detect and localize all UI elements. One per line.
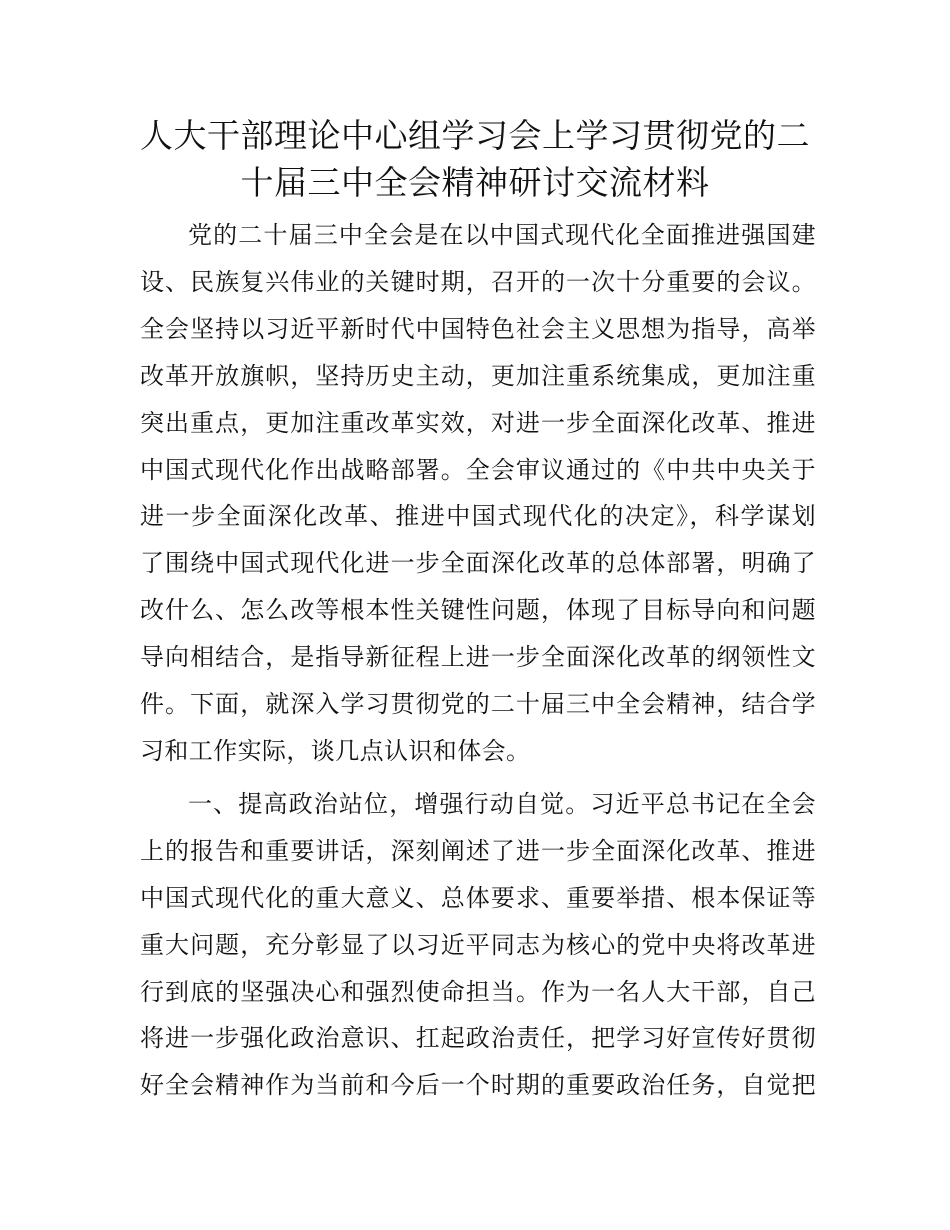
paragraph-line: 件。下面，就深入学习贯彻党的二十届三中全会精神，结合学 — [140, 690, 816, 719]
document-title — [120, 112, 830, 206]
paragraph-line: 习和工作实际，谈几点认识和体会。 — [140, 736, 531, 765]
paragraph-line: 改革开放旗帜，坚持历史主动，更加注重系统集成，更加注重 — [140, 361, 816, 390]
paragraph-line: 全会坚持以习近平新时代中国特色社会主义思想为指导，高举 — [140, 314, 816, 343]
paragraph-section-1 — [140, 781, 816, 1109]
paragraph-line: 改什么、怎么改等根本性关键性问题，体现了目标导向和问题 — [140, 596, 816, 625]
paragraph-line: 设、民族复兴伟业的关键时期，召开的一次十分重要的会议。 — [140, 267, 816, 296]
title-line-2: 十届三中全会精神研讨交流材料 — [240, 163, 710, 202]
paragraph-line: 中国式现代化的重大意义、总体要求、重要举措、根本保证等 — [140, 883, 816, 912]
paragraph-line: 好全会精神作为当前和今后一个时期的重要政治任务，自觉把 — [140, 1071, 816, 1100]
paragraph-line: 进一步全面深化改革、推进中国式现代化的决定》，科学谋划 — [140, 502, 816, 531]
paragraph-line: 突出重点，更加注重改革实效，对进一步全面深化改革、推进 — [140, 408, 816, 437]
paragraph-line: 了围绕中国式现代化进一步全面深化改革的总体部署，明确了 — [140, 549, 816, 578]
paragraph-line: 党的二十届三中全会是在以中国式现代化全面推进强国建 — [188, 221, 816, 249]
document-body — [140, 212, 816, 1109]
paragraph-line: 导向相结合，是指导新征程上进一步全面深化改革的纲领性文 — [140, 643, 816, 672]
paragraph-line: 行到底的坚强决心和强烈使命担当。作为一名人大干部，自己 — [140, 977, 816, 1006]
paragraph-line: 重大问题，充分彰显了以习近平同志为核心的党中央将改革进 — [140, 930, 816, 959]
paragraph-line: 中国式现代化作出战略部署。全会审议通过的《中共中央关于 — [140, 455, 816, 484]
title-line-1: 人大干部理论中心组学习会上学习贯彻党的二 — [140, 116, 810, 155]
paragraph-intro — [140, 212, 816, 775]
paragraph-line: 一、提高政治站位，增强行动自觉。习近平总书记在全会 — [188, 789, 816, 818]
paragraph-line: 上的报告和重要讲话，深刻阐述了进一步全面深化改革、推进 — [140, 836, 816, 865]
paragraph-line: 将进一步强化政治意识、扛起政治责任，把学习好宣传好贯彻 — [140, 1024, 816, 1053]
